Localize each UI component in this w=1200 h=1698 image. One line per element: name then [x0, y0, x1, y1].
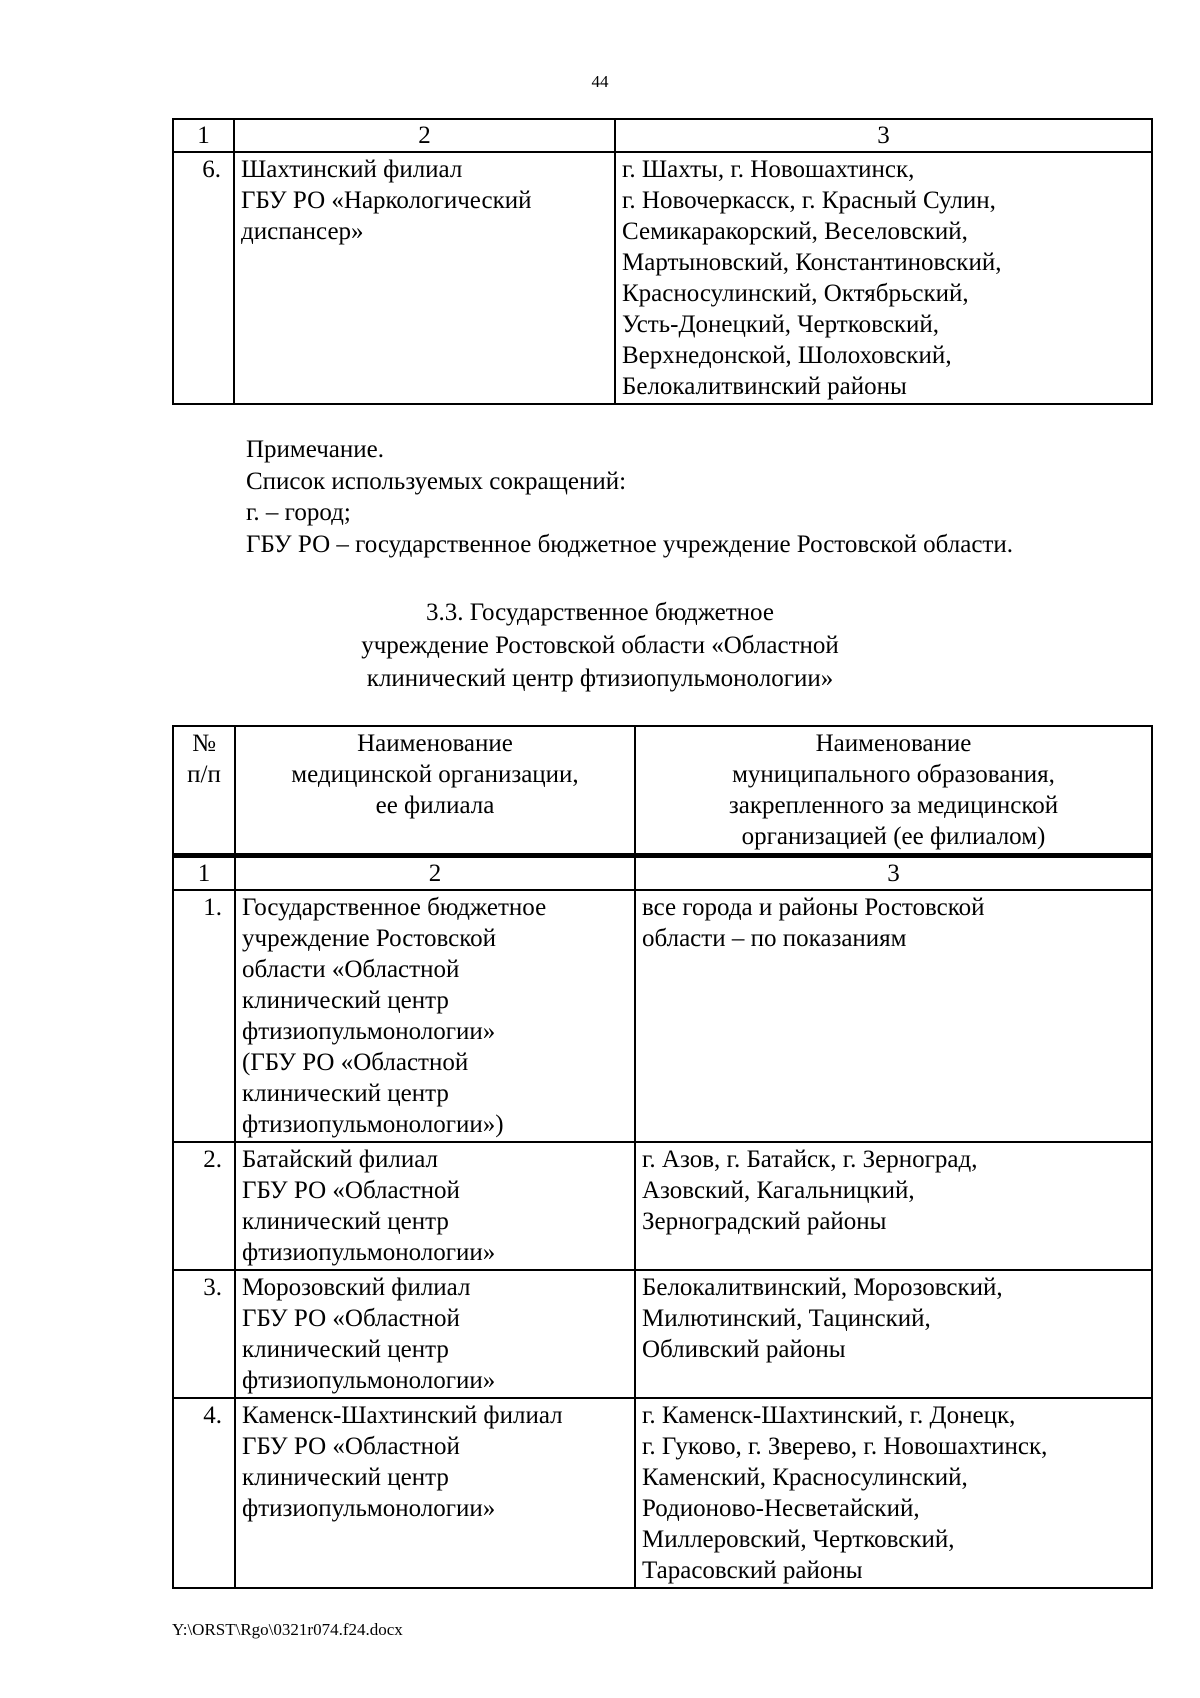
table-index-row [173, 856, 1152, 891]
org-line: фтизиопульмонологии» [242, 1239, 496, 1266]
area-line: Белокалитвинский, Морозовский, [642, 1274, 1003, 1301]
area-line: г. Азов, г. Батайск, г. Зерноград, [642, 1146, 978, 1173]
col-index-1: 1 [173, 119, 234, 152]
area-line: г. Шахты, г. Новошахтинск, [622, 156, 915, 183]
org-line: Каменск-Шахтинский филиал [242, 1402, 563, 1429]
area-line: г. Новочеркасск, г. Красный Сулин, [622, 187, 996, 214]
org-line: клинический центр [242, 1208, 449, 1235]
header-municipality [635, 726, 1152, 856]
area-line: Милютинский, Тацинский, [642, 1305, 931, 1332]
org-line: фтизиопульмонологии» [242, 1367, 496, 1394]
note-line: Список используемых сокращений: [246, 467, 627, 495]
table-row [173, 152, 1152, 404]
org-line: ГБУ РО «Областной [242, 1177, 460, 1204]
page-number: 44 [591, 72, 609, 91]
org-line: клинический центр [242, 1080, 449, 1107]
org-line: ГБУ РО «Областной [242, 1305, 460, 1332]
header-line: ее филиала [375, 792, 495, 819]
area-line: Красносулинский, Октябрьский, [622, 280, 969, 307]
area-line: Усть-Донецкий, Чертковский, [622, 311, 939, 338]
col-index-2: 2 [235, 856, 635, 891]
area-line: г. Каменск-Шахтинский, г. Донецк, [642, 1402, 1016, 1429]
org-line: Батайский филиал [242, 1146, 438, 1173]
row-number: 4. [173, 1398, 235, 1588]
org-line: Морозовский филиал [242, 1274, 471, 1301]
org-line: клинический центр [242, 1464, 449, 1491]
org-line: фтизиопульмонологии» [242, 1018, 496, 1045]
note-line: г. – город; [246, 499, 351, 526]
area-line: Миллеровский, Чертковский, [642, 1526, 955, 1553]
org-line: ГБУ РО «Наркологический [241, 187, 532, 214]
org-line: учреждение Ростовской [242, 925, 496, 952]
note-line: ГБУ РО – государственное бюджетное учреждение Ростовской области. [246, 530, 1013, 558]
org-cell [235, 1398, 635, 1588]
header-line: № [192, 730, 216, 757]
org-cell [235, 1142, 635, 1270]
phthisiopulmonology-table [172, 725, 1153, 1589]
header-line: Наименование [357, 730, 513, 757]
org-line: клинический центр [242, 987, 449, 1014]
row-number: 3. [173, 1270, 235, 1398]
org-line: диспансер» [241, 218, 364, 245]
section-heading [0, 596, 1200, 695]
table-row [173, 1270, 1152, 1398]
area-line: Белокалитвинский районы [622, 373, 907, 400]
org-line: ГБУ РО «Областной [242, 1433, 460, 1460]
header-line: муниципального образования, [732, 761, 1055, 788]
org-cell [235, 890, 635, 1142]
table-row [173, 1142, 1152, 1270]
org-line: фтизиопульмонологии») [242, 1111, 504, 1138]
col-index-3: 3 [615, 119, 1152, 152]
area-line: г. Гуково, г. Зверево, г. Новошахтинск, [642, 1433, 1048, 1460]
header-line: закрепленного за медицинской [728, 792, 1059, 819]
org-line: Шахтинский филиал [241, 156, 463, 183]
org-cell [235, 1270, 635, 1398]
area-line: Каменский, Красносулинский, [642, 1464, 968, 1491]
area-line: Верхнедонской, Шолоховский, [622, 342, 952, 369]
heading-line: 3.3. Государственное бюджетное [426, 599, 774, 626]
branch-table-continued [172, 118, 1153, 405]
col-index-2: 2 [234, 119, 615, 152]
table-index-row [173, 119, 1152, 152]
header-line: медицинской организации, [291, 761, 579, 788]
row-number: 6. [173, 152, 234, 404]
area-line: Зерноградский районы [642, 1208, 887, 1235]
col-index-3: 3 [635, 856, 1152, 891]
header-line: Наименование [815, 730, 972, 757]
org-line: Государственное бюджетное [242, 894, 547, 921]
heading-line: учреждение Ростовской области «Областной [361, 632, 839, 659]
heading-line: клинический центр фтизиопульмонологии» [366, 665, 834, 692]
footer-file-path: Y:\ORST\Rgo\0321r074.f24.docx [172, 1620, 403, 1639]
area-line: Семикаракорский, Веселовский, [622, 218, 968, 245]
area-line: Азовский, Кагальницкий, [642, 1177, 915, 1204]
abbreviations-note [246, 434, 1013, 560]
area-line: области – по показаниям [642, 925, 907, 952]
header-number [173, 726, 235, 856]
note-title: Примечание. [246, 436, 385, 463]
org-line: области «Областной [242, 956, 460, 983]
area-cell [635, 1398, 1152, 1588]
table-row [173, 1398, 1152, 1588]
header-organization [235, 726, 635, 856]
row-number: 2. [173, 1142, 235, 1270]
header-line: п/п [187, 761, 221, 788]
org-line: фтизиопульмонологии» [242, 1495, 496, 1522]
table-header-row [173, 726, 1152, 856]
org-line: (ГБУ РО «Областной [242, 1049, 469, 1076]
area-cell [635, 890, 1152, 1142]
org-cell [234, 152, 615, 404]
area-cell [635, 1142, 1152, 1270]
area-line: Мартыновский, Константиновский, [622, 249, 1002, 276]
area-cell [615, 152, 1152, 404]
area-line: Тарасовский районы [642, 1557, 863, 1584]
area-line: все города и районы Ростовской [642, 894, 985, 921]
org-line: клинический центр [242, 1336, 449, 1363]
header-line: организацией (ее филиалом) [741, 823, 1046, 850]
col-index-1: 1 [173, 856, 235, 891]
area-cell [635, 1270, 1152, 1398]
row-number: 1. [173, 890, 235, 1142]
area-line: Родионово-Несветайский, [642, 1495, 920, 1522]
area-line: Обливский районы [642, 1336, 846, 1363]
table-row [173, 890, 1152, 1142]
